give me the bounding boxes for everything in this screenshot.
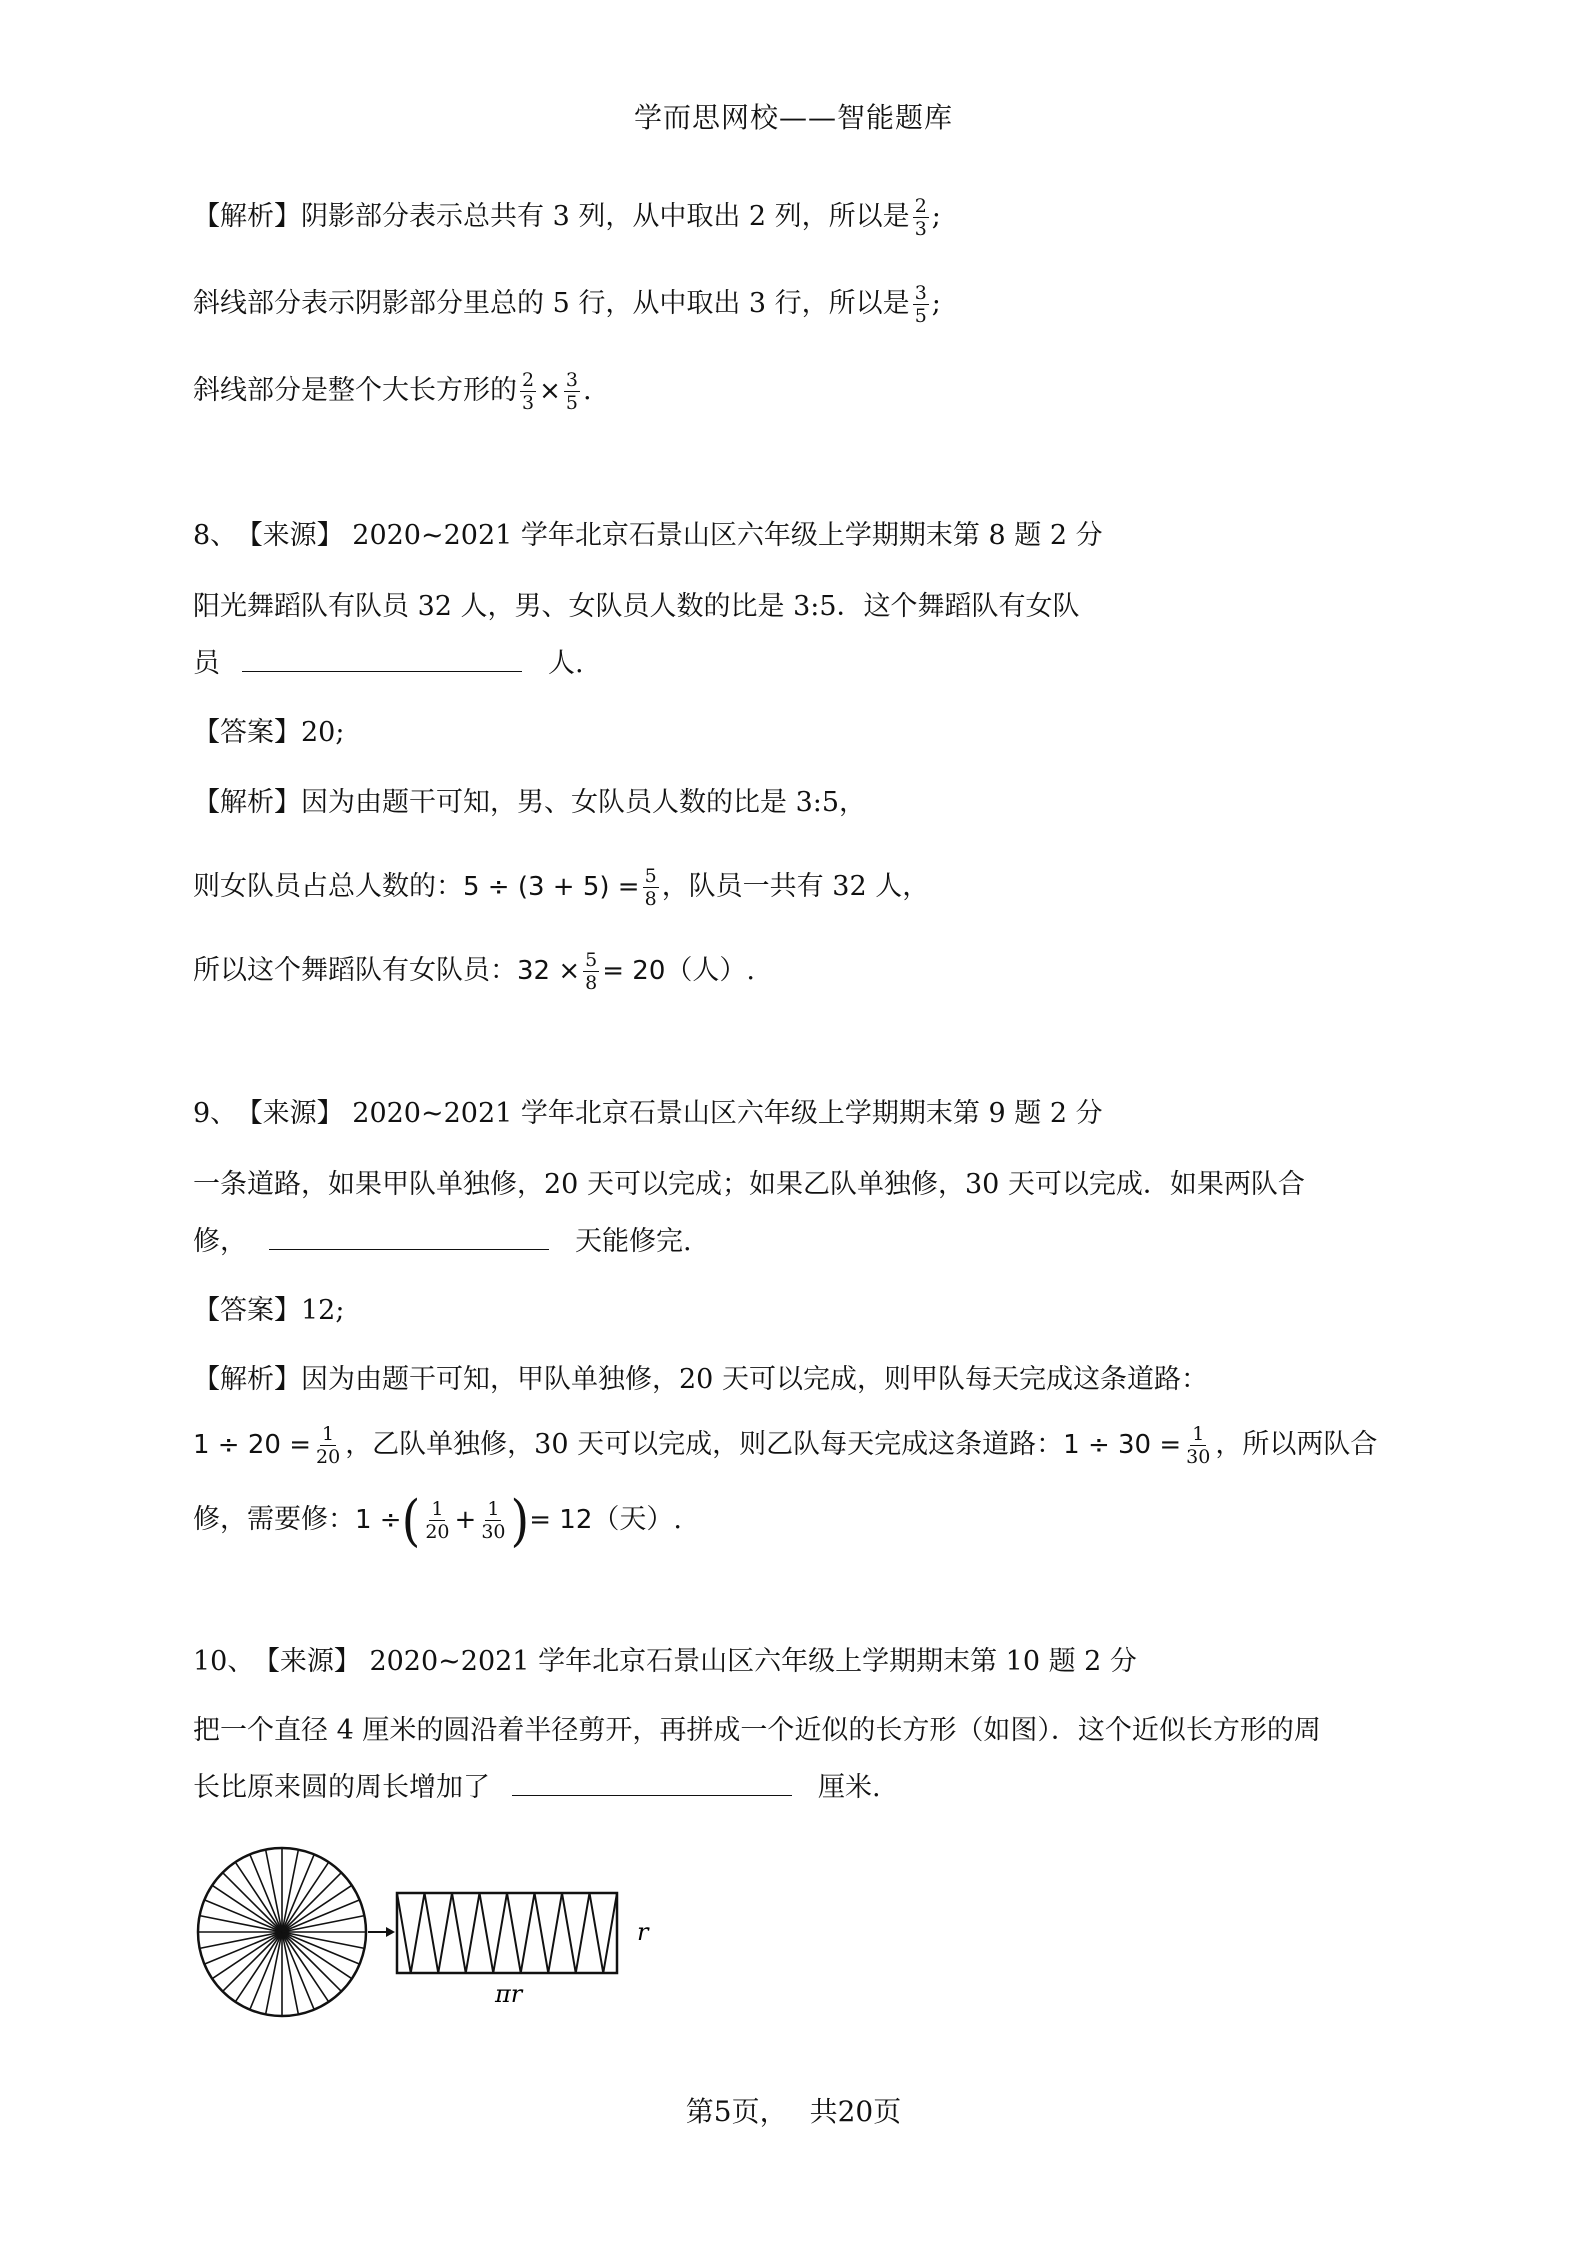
text: 员 xyxy=(193,648,220,679)
q8-answer xyxy=(193,713,344,753)
page-total: 共20页 xyxy=(809,2095,902,2128)
text: 厘米. xyxy=(818,1772,881,1803)
sector-line xyxy=(282,1932,341,1991)
text: 修， xyxy=(193,1226,247,1257)
fraction xyxy=(913,196,929,239)
text: 因为由题干可知，甲队单独修，20 天可以完成，则甲队每天完成这条道路： xyxy=(301,1364,1208,1395)
numerator: 1 xyxy=(322,1423,335,1445)
circle-to-rectangle-figure xyxy=(190,1840,670,2030)
text: 天能修完. xyxy=(575,1226,692,1257)
q7-analysis-line-1 xyxy=(193,196,941,239)
answer-blank xyxy=(269,1223,549,1250)
text: . xyxy=(582,375,592,406)
fraction xyxy=(479,1499,507,1542)
question-number: 9、 xyxy=(193,1098,238,1129)
fraction xyxy=(314,1424,342,1467)
fraction xyxy=(423,1499,451,1542)
text: 因为由题干可知，男、女队员人数的比是 3:5， xyxy=(301,787,867,818)
fraction xyxy=(564,370,580,413)
sector-line xyxy=(223,1873,282,1932)
denominator: 8 xyxy=(585,972,598,994)
denominator: 20 xyxy=(425,1521,450,1543)
q8-stem-line-2 xyxy=(193,644,584,684)
denominator: 5 xyxy=(565,392,578,414)
fraction xyxy=(520,370,536,413)
q8-analysis-line-3 xyxy=(193,950,755,993)
question-number: 10、 xyxy=(193,1646,255,1677)
math-expression: 1 ÷ 30 = xyxy=(1063,1430,1182,1460)
question-number: 8、 xyxy=(193,520,238,551)
numerator: 5 xyxy=(644,865,657,887)
denominator: 30 xyxy=(1186,1446,1211,1468)
text: 阴影部分表示总共有 3 列，从中取出 2 列，所以是 xyxy=(301,201,910,232)
analysis-label: 【解析】 xyxy=(193,201,301,232)
rectangle xyxy=(397,1893,617,1973)
answer-blank xyxy=(242,645,522,672)
text: ，队员一共有 32 人， xyxy=(661,871,930,902)
numerator: 5 xyxy=(585,949,598,971)
page-header: 学而思网校——智能题库 xyxy=(633,101,953,134)
q9-analysis-line-3 xyxy=(193,1488,682,1553)
q8-analysis-line-2 xyxy=(193,866,929,909)
math-expression: = 20 xyxy=(602,956,666,986)
fraction xyxy=(643,866,659,909)
numerator: 1 xyxy=(487,1498,500,1520)
answer-label: 【答案】 xyxy=(193,1295,301,1326)
arrow-head-icon xyxy=(386,1927,395,1937)
text: 长比原来圆的周长增加了 xyxy=(193,1772,490,1803)
math-expression: = 12 xyxy=(529,1505,593,1535)
plus-sign: + xyxy=(454,1505,477,1535)
answer-label: 【答案】 xyxy=(193,717,301,748)
q9-source xyxy=(193,1094,1103,1134)
math-expression: 32 × xyxy=(517,956,581,986)
denominator: 20 xyxy=(316,1446,341,1468)
denominator: 3 xyxy=(522,392,535,414)
numerator: 2 xyxy=(914,195,927,217)
numerator: 3 xyxy=(914,282,927,304)
q10-stem-line-2 xyxy=(193,1768,881,1808)
source-text: 【来源】 2020~2021 学年北京石景山区六年级上学期期末第 8 题 2 分 xyxy=(249,520,1103,551)
analysis-label: 【解析】 xyxy=(193,787,301,818)
q9-stem-line-2 xyxy=(193,1222,692,1262)
right-paren: ) xyxy=(510,1488,530,1553)
denominator: 5 xyxy=(914,305,927,327)
q7-analysis-line-3 xyxy=(193,370,592,413)
page-number: 第5页， xyxy=(685,2095,788,2128)
numerator: 3 xyxy=(565,369,578,391)
denominator: 3 xyxy=(914,218,927,240)
fraction xyxy=(1184,1424,1212,1467)
q7-analysis-line-2 xyxy=(193,283,941,326)
math-expression: 5 ÷ (3 + 5) = xyxy=(463,872,640,902)
q9-analysis-line-2 xyxy=(193,1424,1377,1467)
text: 人. xyxy=(548,648,584,679)
rectangle-zigzag xyxy=(397,1893,617,1973)
q8-stem-line-1: 阳光舞蹈队有队员 32 人，男、女队员人数的比是 3:5．这个舞蹈队有女队 xyxy=(193,591,1080,622)
left-paren: ( xyxy=(401,1488,421,1553)
q8-analysis-line-1 xyxy=(193,783,866,823)
sector-line xyxy=(223,1932,282,1991)
times-sign: × xyxy=(539,376,561,406)
q10-stem-line-1: 把一个直径 4 厘米的圆沿着半径剪开，再拼成一个近似的长方形（如图）．这个近似长方形的周 xyxy=(193,1715,1321,1746)
fraction xyxy=(583,950,599,993)
text: 斜线部分表示阴影部分里总的 5 行，从中取出 3 行，所以是 xyxy=(193,288,910,319)
q10-source xyxy=(193,1642,1137,1682)
text: 斜线部分是整个大长方形的 xyxy=(193,375,517,406)
text: （天）. xyxy=(592,1504,682,1535)
text: 修，需要修： xyxy=(193,1504,355,1535)
source-text: 【来源】 2020~2021 学年北京石景山区六年级上学期期末第 10 题 2 分 xyxy=(266,1646,1137,1677)
analysis-label: 【解析】 xyxy=(193,1364,301,1395)
q9-answer xyxy=(193,1291,344,1331)
answer-value: 12; xyxy=(301,1295,345,1326)
numerator: 1 xyxy=(1192,1423,1205,1445)
sector-line xyxy=(282,1873,341,1932)
math-expression: 1 ÷ xyxy=(355,1505,402,1535)
numerator: 1 xyxy=(431,1498,444,1520)
text: ，乙队单独修，30 天可以完成，则乙队每天完成这条道路： xyxy=(345,1429,1064,1460)
label-r: r xyxy=(637,1918,649,1946)
text: ，所以两队合 xyxy=(1215,1429,1378,1460)
page-footer xyxy=(0,2090,1587,2130)
source-text: 【来源】 2020~2021 学年北京石景山区六年级上学期期末第 9 题 2 分 xyxy=(249,1098,1103,1129)
text: （人）. xyxy=(665,955,755,986)
label-pi-r: πr xyxy=(495,1980,523,2008)
text: 所以这个舞蹈队有女队员： xyxy=(193,955,517,986)
numerator: 2 xyxy=(522,369,535,391)
q8-source xyxy=(193,516,1103,556)
denominator: 30 xyxy=(481,1521,506,1543)
answer-blank xyxy=(512,1769,792,1796)
fraction xyxy=(913,283,929,326)
answer-value: 20; xyxy=(301,717,345,748)
text: ; xyxy=(931,201,941,232)
math-expression: 1 ÷ 20 = xyxy=(193,1430,311,1460)
q9-stem-line-1: 一条道路，如果甲队单独修，20 天可以完成；如果乙队单独修，30 天可以完成．如果两队合 xyxy=(193,1169,1305,1200)
text: 则女队员占总人数的： xyxy=(193,871,463,902)
denominator: 8 xyxy=(644,888,657,910)
q9-analysis-line-1 xyxy=(193,1360,1208,1400)
text: ; xyxy=(931,288,941,319)
